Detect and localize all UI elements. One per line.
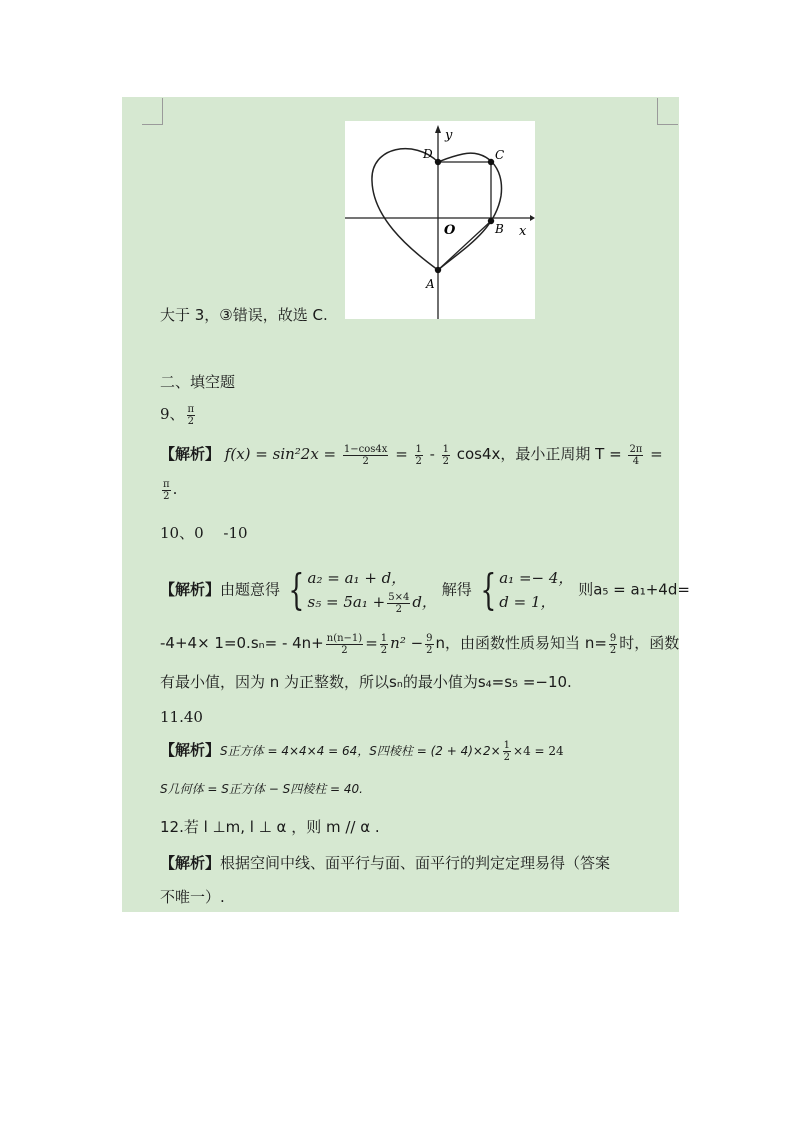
equation-system-given: { a₂ = a₁ + d， s₅ = 5a₁ + $\frac{5\times 4}{2}$ d， [288,565,437,615]
label-D: D [423,147,433,161]
label-C: C [495,148,505,162]
q11-solution-line-1: 【解析】S正方体 = 4×4×4 = 64，S四棱柱 = (2 + 4)×2× $\frac{1}{2}$ ×4 = 24 [160,739,564,763]
heart-curve-diagram [345,121,535,319]
jiexi-label: 【解析】 [160,445,221,463]
q9-number: 9、 [160,405,185,423]
label-y: y [445,128,453,143]
q9-solution-line-1: 【解析】 f(x) = sin²2x = $\frac{1-\cos 4x}{2}$ = $\frac{1}{2}$ - $\frac{1}{2}$ cos4x，最小正周期 T = $\frac{2\pi}{4}$ = [160,443,663,467]
q12-solution-line-1: 【解析】根据空间中线、面平行与面、面平行的判定定理易得（答案 [160,854,611,872]
label-O: O [444,223,456,238]
q12-answer: 12.若 l ⊥m, l ⊥ α ，则 m // α . [160,818,380,836]
q9-answer-fraction: $\frac{\pi}{2}$ [187,403,195,427]
corner-mark-top-left [142,98,163,125]
q11-solution-line-2: S几何体 = S正方体 − S四棱柱 = 40. [160,782,363,796]
heart-figure [345,121,535,319]
q10-solution-line-1: 【解析】由题意得 { a₂ = a₁ + d， s₅ = 5a₁ + $\frac{5\times 4}{2}$ d， 解得 { a₁ =− 4， d = 1， 则a₅ = a₁+4d= [160,565,690,615]
label-B: B [495,222,504,236]
label-A: A [426,277,435,291]
q11-answer: 11.40 [160,708,203,726]
section-heading-fill-blank: 二、填空题 [160,373,236,391]
text-line-conclusion: 大于 3，③错误，故选 C. [160,306,328,324]
q10-solution-line-2: -4+4× 1=0.sₙ= - 4n+ $\frac{n(n-1)}{2}$ = $\frac{1}{2}$ n² − $\frac{9}{2}$ n，由函数性质易知当 n= $\frac{9}{2}$ 时，函数 [160,632,680,656]
q10-answer: 10、0 -10 [160,524,248,542]
label-x: x [519,224,527,239]
q9-solution-line-2: $\frac{\pi}{2}$ . [163,478,178,502]
q12-solution-line-2: 不唯一）. [160,888,225,906]
q9-answer [160,403,197,427]
equation-system-solution: { a₁ =− 4， d = 1， [479,565,574,615]
q10-solution-line-3: 有最小值，因为 n 为正整数，所以sₙ的最小值为s₄=s₅ =−10. [160,673,572,691]
corner-mark-top-right [657,98,678,125]
